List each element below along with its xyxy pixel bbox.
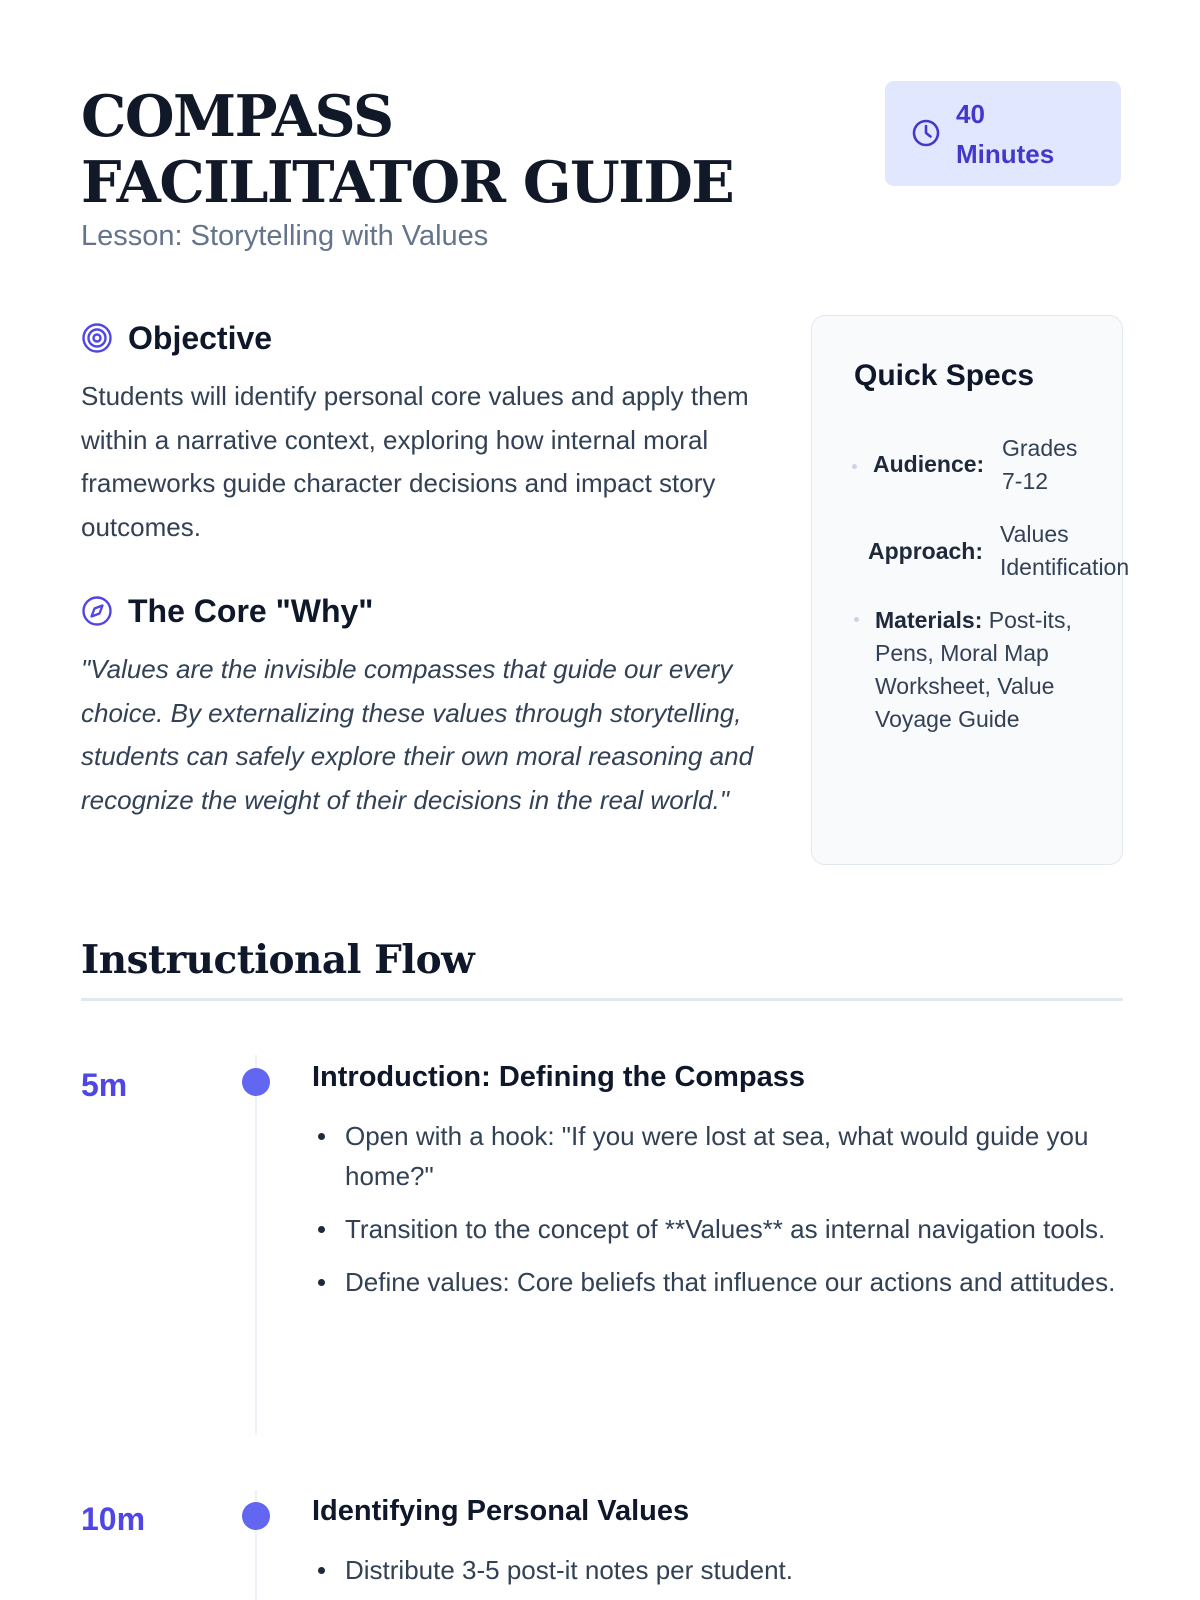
step-time: 10m: [81, 1501, 146, 1537]
duration-text: 40 Minutes: [956, 99, 1055, 169]
bullet-icon: [318, 1133, 325, 1140]
objective-heading: [81, 318, 272, 358]
why-heading: [81, 591, 373, 631]
step-title: Identifying Personal Values: [312, 1495, 690, 1527]
approach-label: Approach:: [868, 538, 983, 564]
page-title: COMPASS FACILITATOR GUIDE: [81, 83, 734, 216]
why-quote: "Values are the invisible compasses that guide our every choice. By externalizing these values through storytelling, students can safely explore their own moral reasoning and recognize the weight of their decisions in the real world.": [81, 654, 754, 815]
list-item: [312, 1209, 1127, 1249]
section-divider: [81, 998, 1123, 1001]
objective-label: Objective: [128, 320, 273, 356]
clock-icon: [911, 118, 941, 148]
timeline-line: [255, 1055, 257, 1435]
materials-label: Materials:: [875, 607, 983, 633]
bullet-icon: [318, 1567, 325, 1574]
timeline-dot: [242, 1502, 270, 1530]
materials-item: [875, 604, 1075, 736]
list-item: [312, 1116, 1127, 1196]
duration-badge: [885, 81, 1121, 186]
quick-specs-title: Quick Specs: [854, 359, 1035, 392]
lesson-subtitle: Lesson: Storytelling with Values: [81, 220, 489, 252]
list-item-text: Open with a hook: "If you were lost at sea, what would guide you home?": [345, 1121, 1089, 1191]
audience-value: Grades 7-12: [1002, 435, 1078, 494]
bullet-icon: [318, 1226, 325, 1233]
timeline-dot: [242, 1068, 270, 1096]
list-item: [312, 1262, 1127, 1302]
audience-label: Audience:: [873, 451, 985, 477]
target-icon: [81, 322, 113, 354]
list-item: [312, 1550, 1127, 1590]
list-item-text: Transition to the concept of **Values** as internal navigation tools.: [345, 1214, 1106, 1244]
step-list: [312, 1116, 1127, 1315]
why-label: The Core "Why": [128, 593, 374, 629]
materials-value: Post-its, Pens, Moral Map Worksheet, Value Voyage Guide: [875, 607, 1072, 732]
bullet-icon: [854, 617, 859, 622]
list-item-text: Distribute 3-5 post-it notes per student.: [345, 1555, 794, 1585]
step-title: Introduction: Defining the Compass: [312, 1061, 805, 1093]
bullet-icon: [318, 1279, 325, 1286]
step-list: [312, 1550, 1127, 1600]
objective-text: Students will identify personal core values and apply them within a narrative context, exploring how internal moral frameworks guide character decisions and impact story outcomes.: [81, 381, 749, 542]
bullet-icon: [852, 464, 857, 469]
compass-icon: [81, 595, 113, 627]
quick-specs-card: [811, 315, 1130, 865]
instructional-flow-heading: Instructional Flow: [81, 937, 475, 983]
approach-value: Values Identification: [1000, 521, 1130, 580]
list-item-text: Define values: Core beliefs that influence our actions and attitudes.: [345, 1267, 1116, 1297]
step-time: 5m: [81, 1067, 128, 1103]
